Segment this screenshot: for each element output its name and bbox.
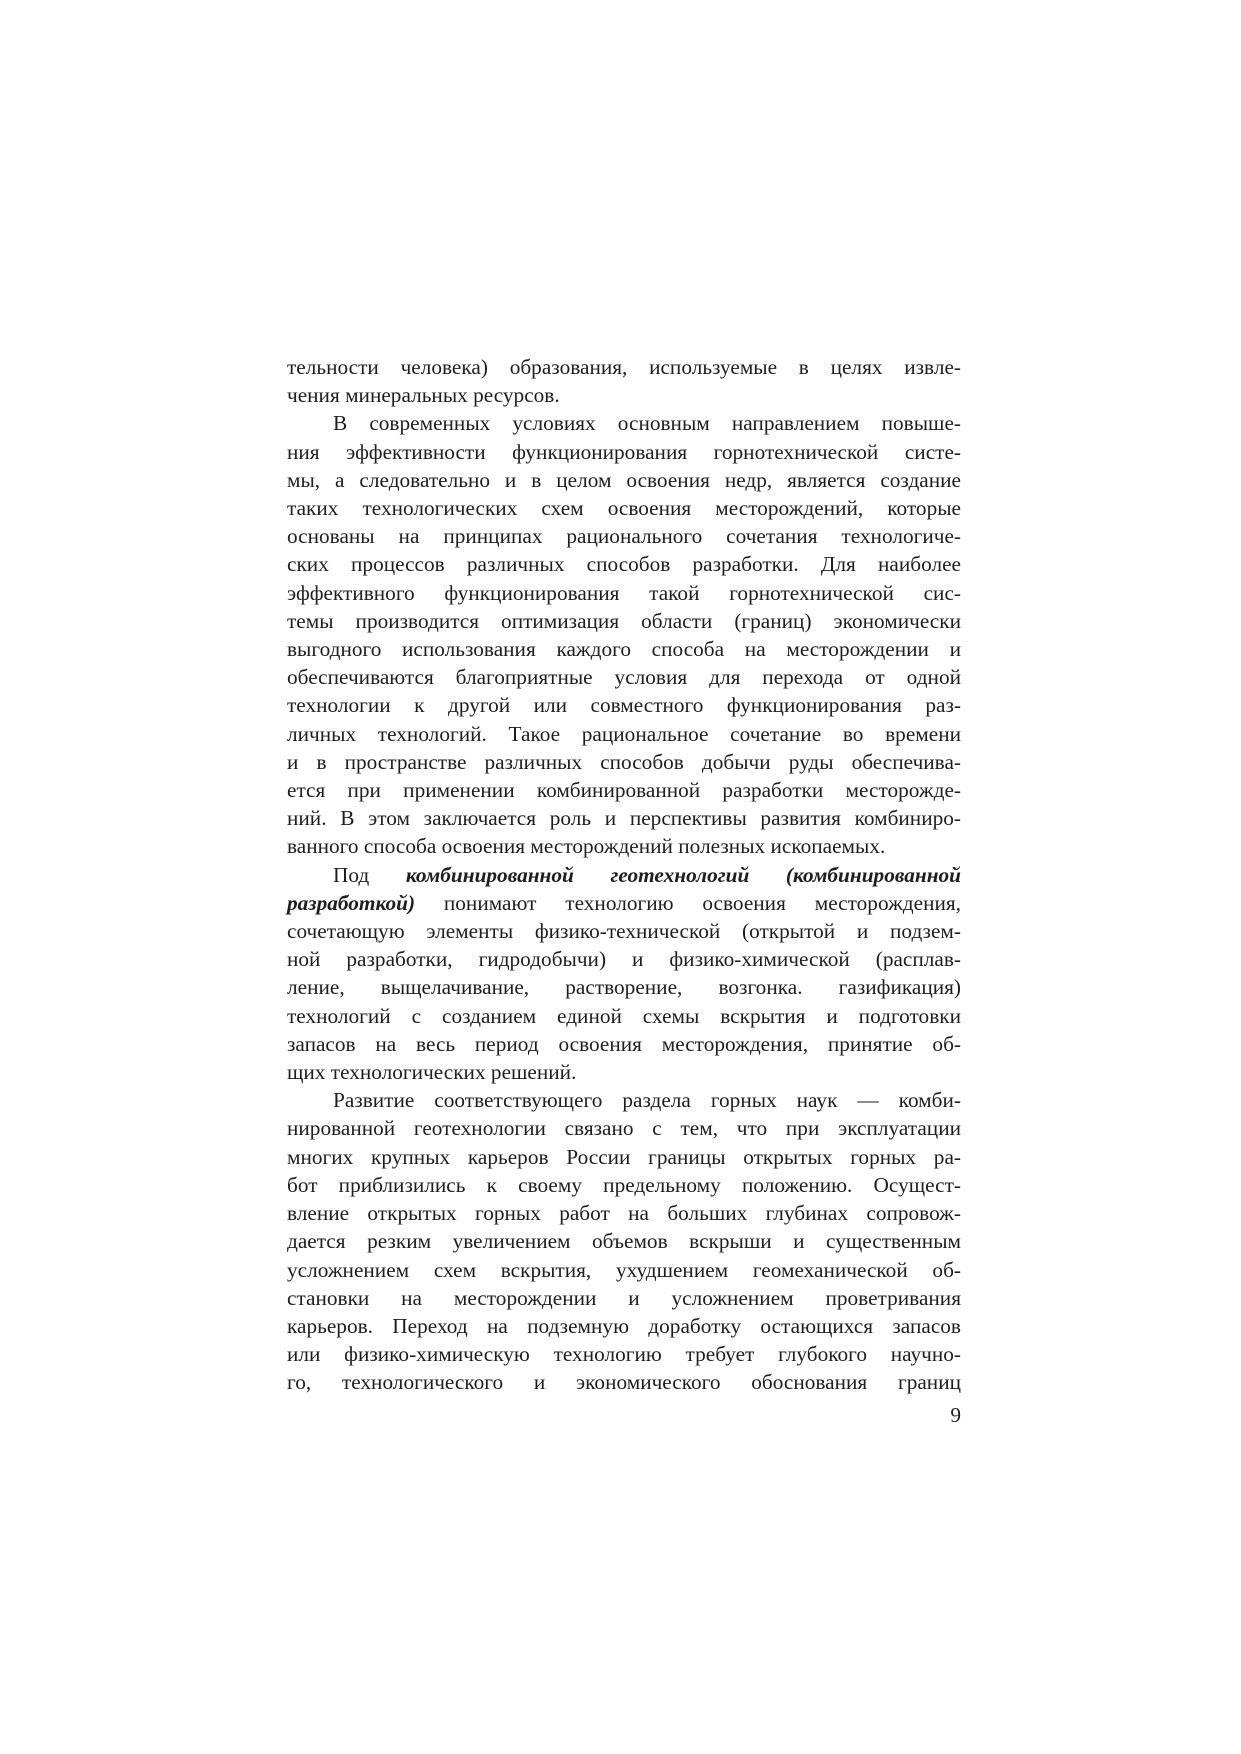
- text-line: нированной геотехнологии связано с тем, что при эксплуатации: [287, 1116, 961, 1141]
- text-line: сочетающую элементы физико-технической (открытой и подзем-: [287, 919, 961, 944]
- text-run: понимают технологию освоения месторождения,: [415, 890, 961, 915]
- paragraph-1: [287, 353, 961, 409]
- text-line: темы производится оптимизация области (границ) экономически: [287, 608, 961, 633]
- text-line: вление открытых горных работ на больших глубинах сопровож-: [287, 1201, 961, 1226]
- term-emphasis: разработкой): [287, 890, 416, 915]
- text-line: обеспечиваются благоприятные условия для перехода от одной: [287, 665, 961, 690]
- text-line: личных технологий. Такое рациональное сочетание во времени: [287, 721, 961, 746]
- text-line: или физико-химическую технологию требует глубокого научно-: [287, 1342, 961, 1367]
- text-line: основаны на принципах рационального сочетания технологиче-: [287, 524, 961, 549]
- text-line: технологии к другой или совместного функционирования раз-: [287, 693, 961, 718]
- text-line: Развитие соответствующего раздела горных наук — комби-: [333, 1088, 961, 1113]
- term-emphasis: комбинированной геотехнологий (комбинированной: [405, 862, 962, 887]
- paragraph-4: [287, 1086, 961, 1396]
- body-text: [287, 353, 961, 1397]
- paragraph-2: [287, 409, 961, 860]
- text-line: щих технологических решений.: [287, 1060, 577, 1085]
- text-line: ния эффективности функционирования горнотехнической систе-: [287, 439, 961, 464]
- text-line: тельности человека) образования, используемые в целях извле-: [287, 355, 961, 379]
- text-line: ний. В этом заключается роль и перспективы развития комбиниро-: [287, 806, 961, 831]
- text-line: ление, выщелачивание, растворение, возгонка. газификация): [287, 975, 961, 1000]
- text-line: запасов на весь период освоения месторождения, принятие об-: [287, 1031, 961, 1056]
- text-line: мы, а следовательно и в целом освоения недр, является создание: [287, 467, 961, 492]
- text-line: [287, 861, 961, 889]
- text-line: бот приблизились к своему предельному положению. Осущест-: [287, 1172, 961, 1197]
- text-line: дается резким увеличением объемов вскрыши и существенным: [287, 1229, 961, 1254]
- text-line: го, технологического и экономического обоснования границ: [287, 1370, 961, 1395]
- text-line: [287, 889, 961, 917]
- page-number: 9: [950, 1403, 961, 1427]
- text-line: таких технологических схем освоения месторождений, которые: [287, 496, 961, 521]
- paragraph-3: [287, 861, 961, 1087]
- text-line: чения минеральных ресурсов.: [287, 383, 560, 408]
- text-line: ских процессов различных способов разработки. Для наиболее: [287, 552, 961, 577]
- text-line: технологий с созданием единой схемы вскрытия и подготовки: [287, 1003, 961, 1028]
- text-line: ванного способа освоения месторождений полезных ископаемых.: [287, 834, 886, 859]
- text-line: ется при применении комбинированной разработки месторожде-: [287, 778, 961, 803]
- text-line: ной разработки, гидродобычи) и физико-химической (расплав-: [287, 947, 961, 972]
- text-line: карьеров. Переход на подземную доработку остающихся запасов: [287, 1313, 961, 1338]
- text-line: усложнением схем вскрытия, ухудшением геомеханической об-: [287, 1257, 961, 1282]
- text-line: В современных условиях основным направлением повыше-: [333, 411, 961, 436]
- text-line: становки на месторождении и усложнением проветривания: [287, 1285, 961, 1310]
- text-line: выгодного использования каждого способа на месторождении и: [287, 637, 961, 662]
- text-run: Под: [333, 862, 406, 887]
- text-line: эффективного функционирования такой горнотехнической сис-: [287, 580, 961, 605]
- text-line: многих крупных карьеров России границы открытых горных ра-: [287, 1144, 961, 1169]
- text-line: и в пространстве различных способов добычи руды обеспечива-: [287, 749, 961, 774]
